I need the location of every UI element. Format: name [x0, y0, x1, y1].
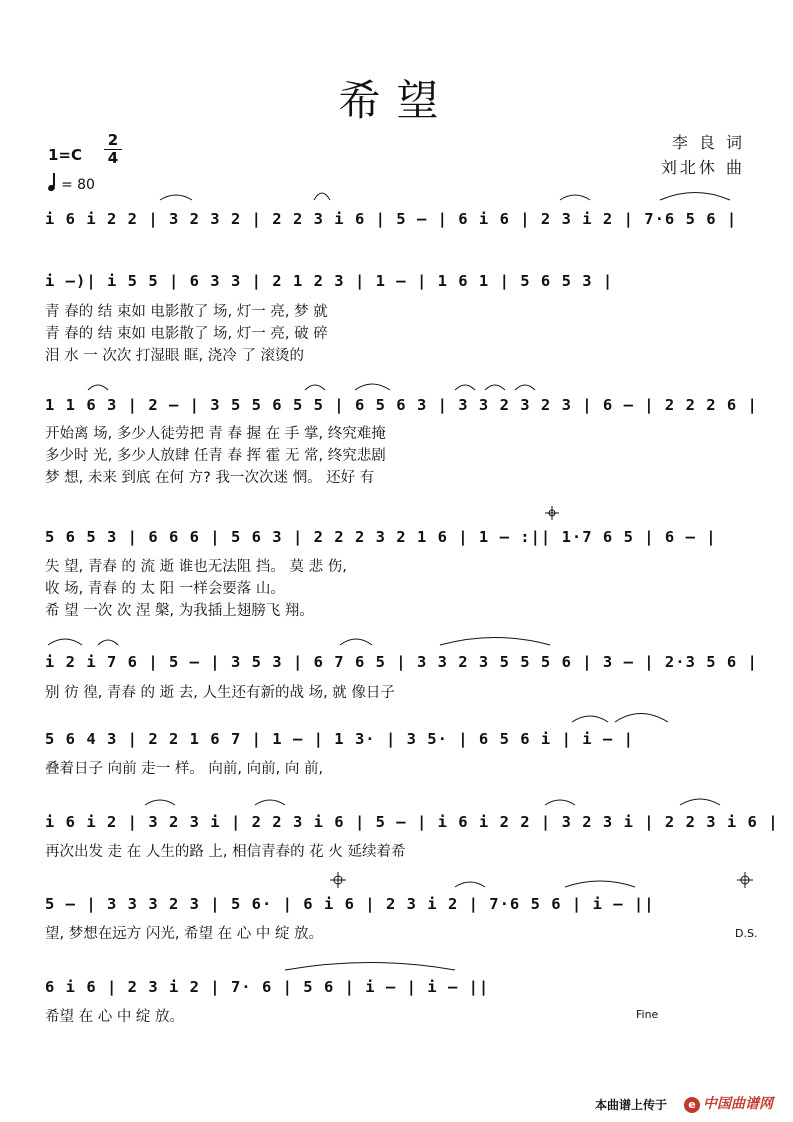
meter-top: 2 — [107, 131, 119, 149]
upload-note: 本曲谱上传于 — [595, 1098, 668, 1112]
notation-line: 5 6 4 3 | 2 2 1 6 7 | 1 – | 1 3· | 3 5· | 6 5 6 i | i – | — [45, 730, 634, 748]
lyric-line: 希望 在 心 中 绽 放。 — [45, 1009, 185, 1025]
notation-line: i –)| i 5 5 | 6 3 3 | 2 1 2 3 | 1 – | 1 6 1 | 5 6 5 3 | — [45, 272, 614, 290]
lyric-line: 泪 水 一 次次 打湿眼 眶, 浇冷 了 滚烫的 — [45, 348, 304, 364]
lyricist-credit: 李 良 词 — [671, 133, 745, 152]
logo-e-icon: e — [684, 1097, 700, 1113]
lyric-line: 多少时 光, 多少人放肆 任青 春 挥 霍 无 常, 终究悲剧 — [45, 448, 386, 464]
lyric-line: 再次出发 走 在 人生的路 上, 相信青春的 花 火 延续着希 — [45, 844, 406, 860]
notation-line: i 6 i 2 | 3 2 3 i | 2 2 3 i 6 | 5 – | i 6 i 2 2 | 3 2 3 i | 2 2 3 i 6 | — [45, 813, 779, 831]
notation-line: 5 6 5 3 | 6 6 6 | 5 6 3 | 2 2 2 3 2 1 6 | 1 – :|| 1·7 6 5 | 6 – | — [45, 528, 717, 546]
lyric-line: 收 场, 青春 的 太 阳 一样会要落 山。 — [45, 581, 285, 597]
lyric-line: 希 望 一次 次 涅 槃, 为我插上翅膀飞 翔。 — [45, 603, 314, 619]
meter-bottom: 4 — [107, 149, 119, 167]
logo-text: 中国曲谱网 — [703, 1096, 773, 1112]
tempo-value: = 80 — [60, 177, 95, 193]
notation-line: i 6 i 2 2 | 3 2 3 2 | 2 2 3 i 6 | 5 – | 6 i 6 | 2 3 i 2 | 7·6 5 6 | — [45, 210, 738, 228]
composer-credit: 刘北休 曲 — [660, 158, 745, 177]
site-logo[interactable] — [684, 1093, 773, 1113]
notation-line: 5 – | 3 3 3 2 3 | 5 6· | 6 i 6 | 2 3 i 2 | 7·6 5 6 | i – || — [45, 895, 655, 913]
lyric-line: 叠着日子 向前 走一 样。 向前, 向前, 向 前, — [45, 761, 324, 777]
lyric-line: 望, 梦想在远方 闪光, 希望 在 心 中 绽 放。 — [45, 926, 324, 942]
lyric-line: 青 春的 结 束如 电影散了 场, 灯一 亮, 破 碎 — [45, 326, 328, 342]
song-title: 希望 — [338, 76, 455, 125]
key-signature: 1=C — [48, 146, 83, 164]
notation-line: 6 i 6 | 2 3 i 2 | 7· 6 | 5 6 | i – | i – || — [45, 978, 490, 996]
lyric-line: 梦 想, 未来 到底 在何 方? 我一次次迷 惘。 还好 有 — [45, 470, 375, 486]
fine-marker: Fine — [636, 1008, 659, 1021]
lyric-line: 别 彷 徨, 青春 的 逝 去, 人生还有新的战 场, 就 像日子 — [45, 685, 395, 701]
lyric-line: 失 望, 青春 的 流 逝 谁也无法阻 挡。 莫 悲 伤, — [45, 559, 347, 575]
lyric-line: 青 春的 结 束如 电影散了 场, 灯一 亮, 梦 就 — [45, 304, 328, 320]
notation-line: 1 1 6 3 | 2 – | 3 5 5 6 5 5 | 6 5 6 3 | 3 3 2 3 2 3 | 6 – | 2 2 2 6 | — [45, 396, 758, 414]
lyric-line: 开始离 场, 多少人徒劳把 青 春 握 在 手 掌, 终究难掩 — [45, 426, 386, 442]
ds-marker: D.S. — [735, 927, 758, 940]
notation-line: i 2 i 7 6 | 5 – | 3 5 3 | 6 7 6 5 | 3 3 2 3 5 5 5 6 | 3 – | 2·3 5 6 | — [45, 653, 758, 671]
